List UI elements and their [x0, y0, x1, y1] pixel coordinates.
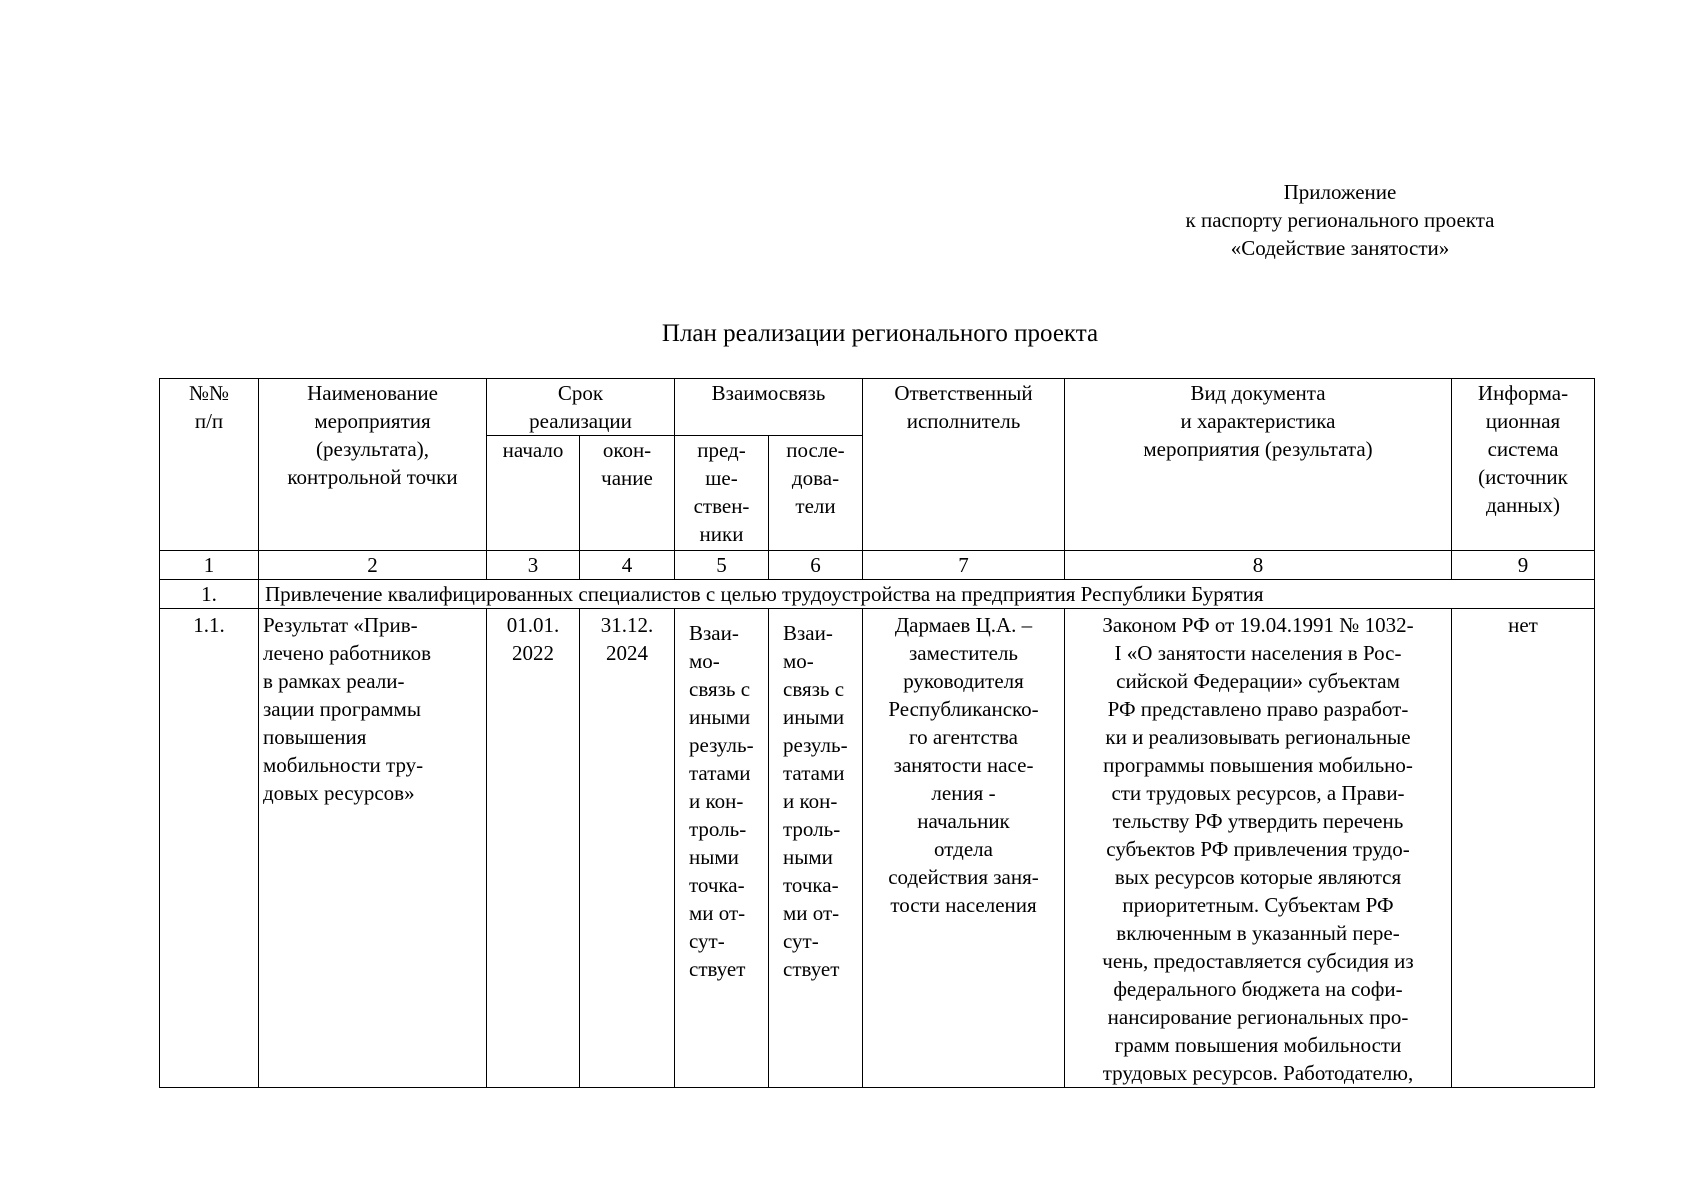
row-name [259, 609, 487, 1088]
row-successors-text: Взаи- мо- связь с иными резуль- татами и кон- троль- ными точка- ми от- сут- ствует [783, 621, 848, 981]
column-number: 1 [160, 551, 259, 580]
section-title: Привлечение квалифицированных специалистов с целью трудоустройства на предприятия Республики Бурятия [259, 580, 1595, 609]
row-predecessors-text: Взаи- мо- связь с иными резуль- татами и кон- троль- ными точка- ми от- сут- ствует [689, 621, 754, 981]
column-number: 4 [580, 551, 675, 580]
column-number: 9 [1452, 551, 1595, 580]
column-number: 7 [863, 551, 1065, 580]
row-doc-type [1065, 609, 1452, 1088]
header-end: окон- чание [580, 436, 675, 551]
table-row [160, 609, 1595, 1088]
row-doc-type-text: Законом РФ от 19.04.1991 № 1032- I «О занятости населения в Рос- сийской Федерации» субъектам РФ представлено право разработ- ки и реализовывать региональные программы повышения мобильно- сти трудовых ресурсов, а Прави- тельству РФ утвердить перечень субъектов РФ привлечения трудо- вых ресурсов которые являются приоритетным. Субъектам РФ включенным в указанный пере- чень, предоставляется субсидия из федерального бюджета на софи- нансирование региональных про- грамм повышения мобильности трудовых ресурсов. Работодателю, [1102, 613, 1414, 1085]
column-number-row [160, 551, 1595, 580]
column-number: 3 [487, 551, 580, 580]
column-number: 5 [675, 551, 769, 580]
appendix-note [1140, 178, 1540, 262]
header-period: Срок реализации [487, 379, 675, 436]
header-successors: после- дова- тели [769, 436, 863, 551]
document-title: План реализации регионального проекта [661, 320, 1099, 347]
header-name: Наименование мероприятия (результата), контрольной точки [259, 379, 487, 551]
column-number: 6 [769, 551, 863, 580]
row-end-date [580, 609, 675, 1088]
header-predecessors: пред- ше- ствен- ники [675, 436, 769, 551]
section-row [160, 580, 1595, 609]
appendix-line-2: к паспорту регионального проекта [1185, 208, 1495, 232]
header-start: начало [487, 436, 580, 551]
row-number-text: 1.1. [193, 613, 225, 637]
row-responsible [863, 609, 1065, 1088]
row-end-date-text: 31.12. 2024 [600, 613, 654, 665]
row-name-text: Результат «Прив- лечено работников в рамках реали- зации программы повышения мобильности тру- довых ресурсов» [263, 613, 432, 805]
header-num: №№ п/п [160, 379, 259, 551]
header-row-top [160, 379, 1595, 436]
section-number: 1. [160, 580, 259, 609]
header-responsible: Ответственный исполнитель [863, 379, 1065, 551]
row-info-system [1452, 609, 1595, 1088]
row-start-date [487, 609, 580, 1088]
row-successors [769, 609, 863, 1088]
header-doc-type: Вид документа и характеристика мероприятия (результата) [1065, 379, 1452, 551]
row-info-system-text: нет [1508, 613, 1538, 637]
row-responsible-text: Дармаев Ц.А. – заместитель руководителя Республиканско- го агентства занятости насе- ления - начальник отдела содействия заня- тости населения [888, 613, 1039, 917]
column-number: 2 [259, 551, 487, 580]
row-number [160, 609, 259, 1088]
implementation-plan-table [159, 378, 1595, 1088]
row-predecessors [675, 609, 769, 1088]
appendix-line-1: Приложение [1283, 180, 1397, 204]
header-relation: Взаимосвязь [675, 379, 863, 436]
header-info-system: Информа- ционная система (источник данных) [1452, 379, 1595, 551]
row-start-date-text: 01.01. 2022 [506, 613, 560, 665]
appendix-line-3: «Содействие занятости» [1230, 236, 1450, 260]
column-number: 8 [1065, 551, 1452, 580]
